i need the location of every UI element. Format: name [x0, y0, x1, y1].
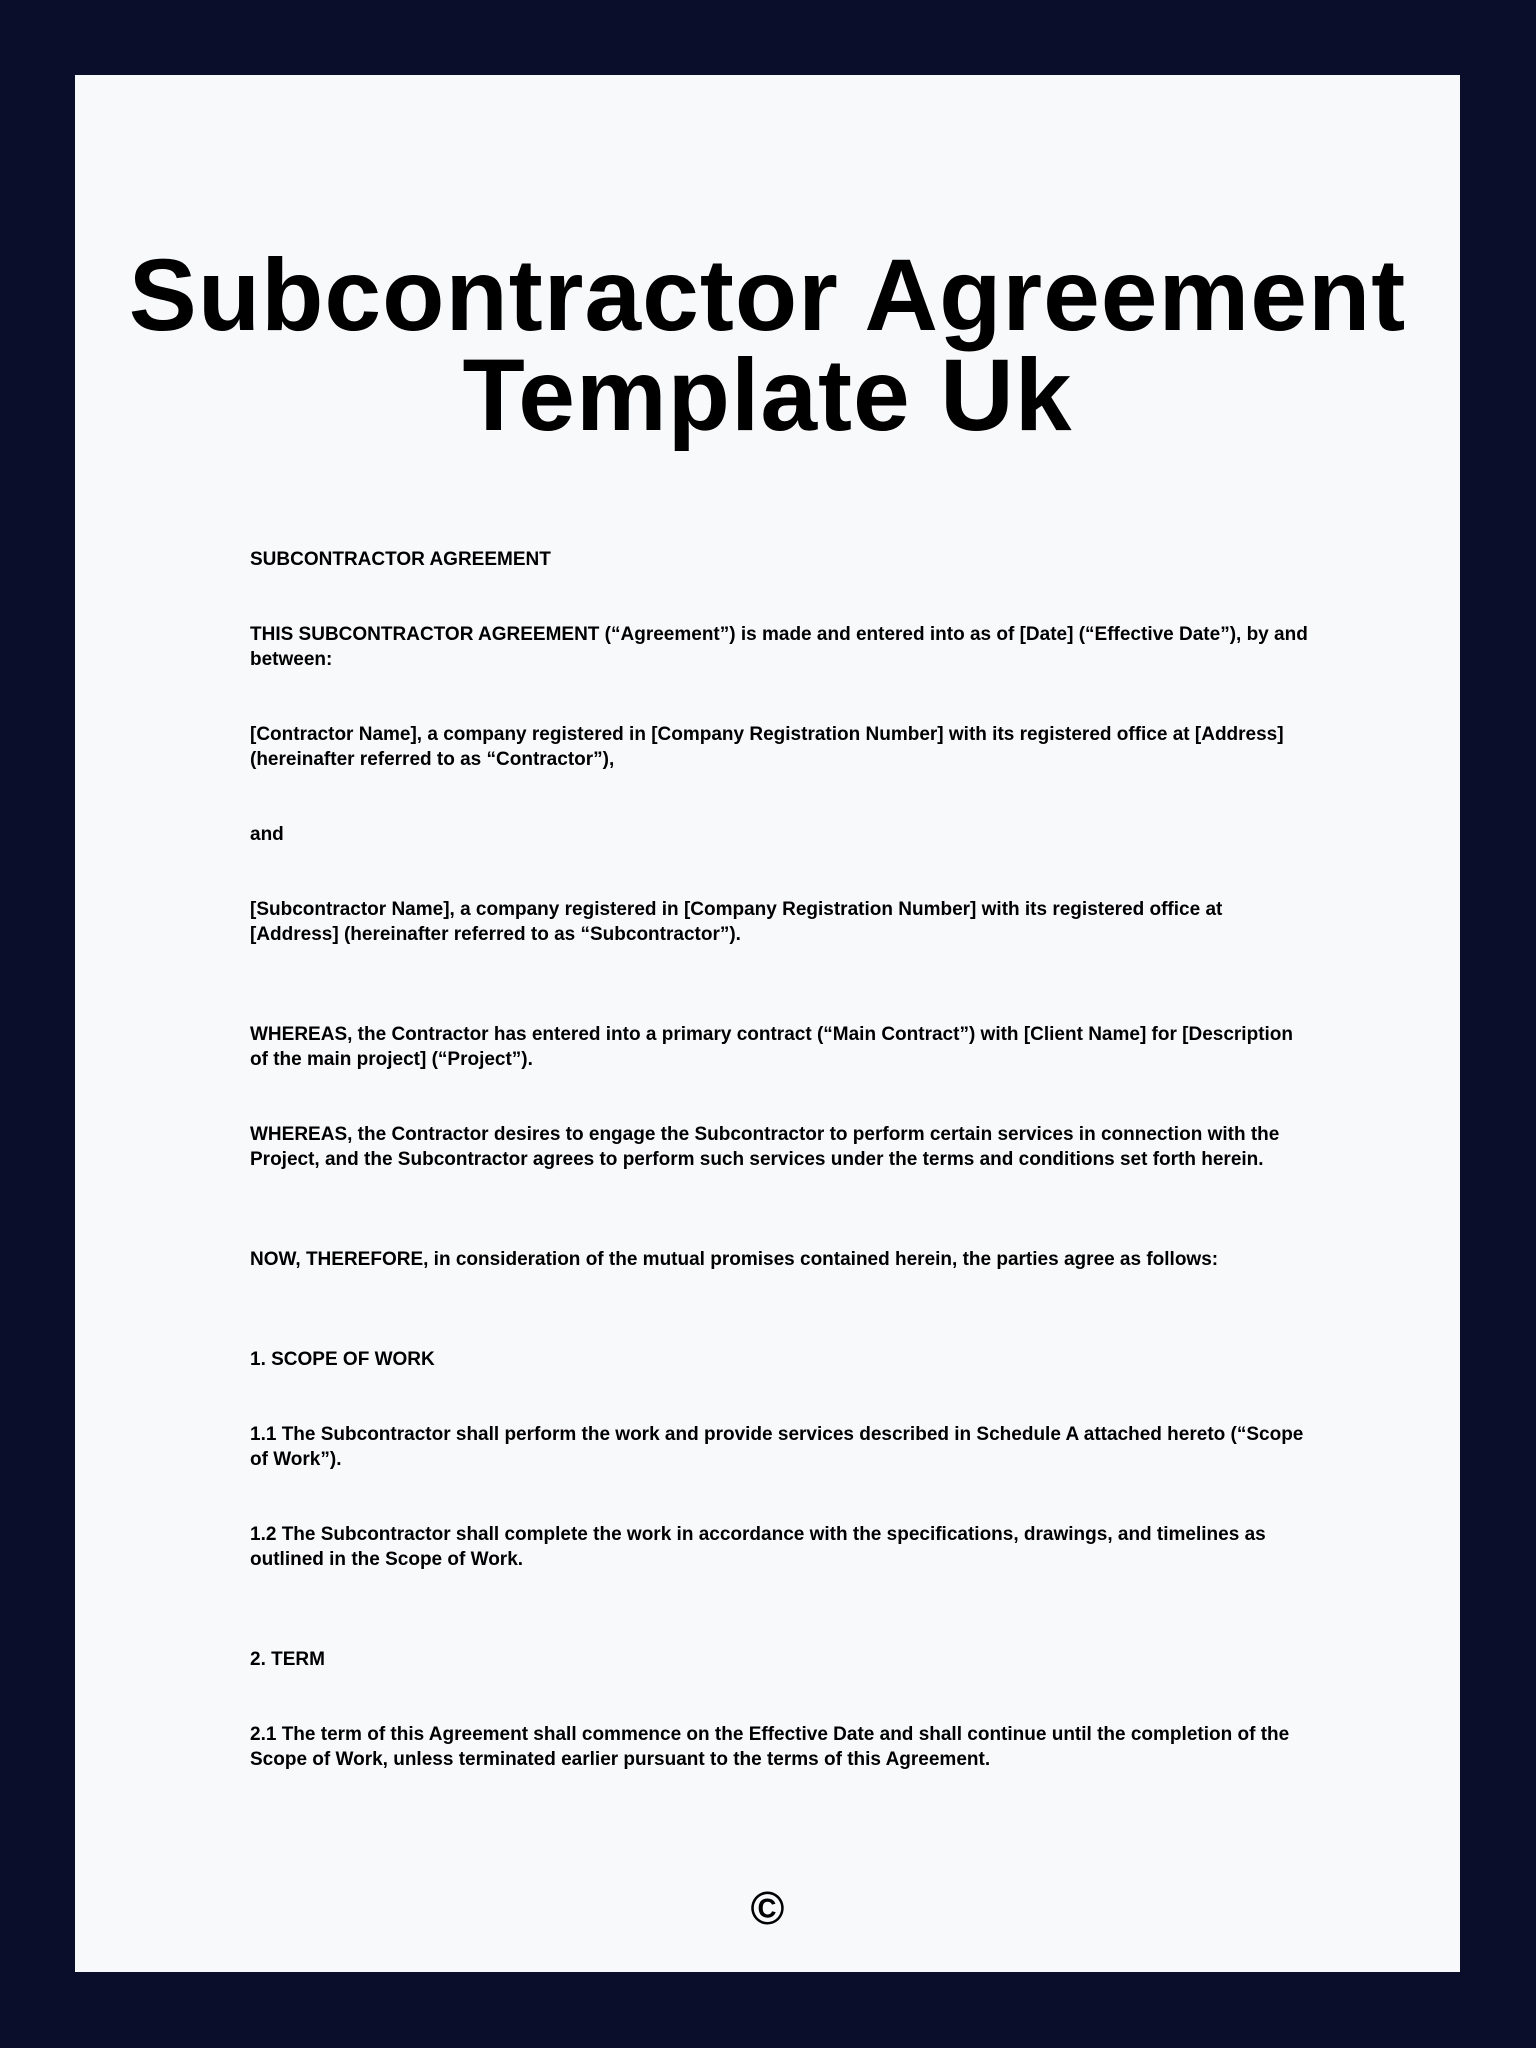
subcontractor-party-paragraph: [Subcontractor Name], a company registered in [Company Registration Number] with its registered office at [Address] (hereinafter referred to as “Subcontractor”).: [250, 899, 1223, 945]
document-title: [75, 238, 1460, 452]
section-1-heading: 1. SCOPE OF WORK: [250, 1349, 435, 1370]
now-therefore-paragraph: NOW, THEREFORE, in consideration of the mutual promises contained herein, the parties agree as follows:: [250, 1249, 1219, 1270]
and-paragraph: and: [250, 824, 284, 845]
whereas-paragraph-1: WHEREAS, the Contractor has entered into a primary contract (“Main Contract”) with [Client Name] for [Description of the main project] (“Project”).: [250, 1024, 1294, 1070]
section-2-heading: 2. TERM: [250, 1649, 325, 1670]
clause-1-2: 1.2 The Subcontractor shall complete the work in accordance with the specifications, drawings, and timelines as outlined in the Scope of Work.: [250, 1524, 1266, 1570]
clause-1-1: 1.1 The Subcontractor shall perform the work and provide services described in Schedule A attached hereto (“Scope of Work”).: [250, 1424, 1304, 1470]
agreement-heading: SUBCONTRACTOR AGREEMENT: [250, 549, 551, 570]
clause-2-1: 2.1 The term of this Agreement shall commence on the Effective Date and shall continue until the completion of the Scope of Work, unless terminated earlier pursuant to the terms of this Agreement.: [250, 1724, 1290, 1770]
copyright-icon: ©: [750, 1882, 785, 1934]
document-body: [250, 547, 1310, 1772]
intro-paragraph: THIS SUBCONTRACTOR AGREEMENT (“Agreement”) is made and entered into as of [Date] (“Effective Date”), by and between:: [250, 624, 1308, 670]
whereas-paragraph-2: WHEREAS, the Contractor desires to engage the Subcontractor to perform certain services in connection with the Project, and the Subcontractor agrees to perform such services under the terms and conditions set forth herein.: [250, 1124, 1280, 1170]
document-title-line-2: Template Uk: [462, 338, 1073, 452]
document-page: [75, 75, 1460, 1972]
contractor-party-paragraph: [Contractor Name], a company registered in [Company Registration Number] with its registered office at [Address] (hereinafter referred to as “Contractor”),: [250, 724, 1284, 770]
document-title-line-1: Subcontractor Agreement: [128, 238, 1407, 352]
